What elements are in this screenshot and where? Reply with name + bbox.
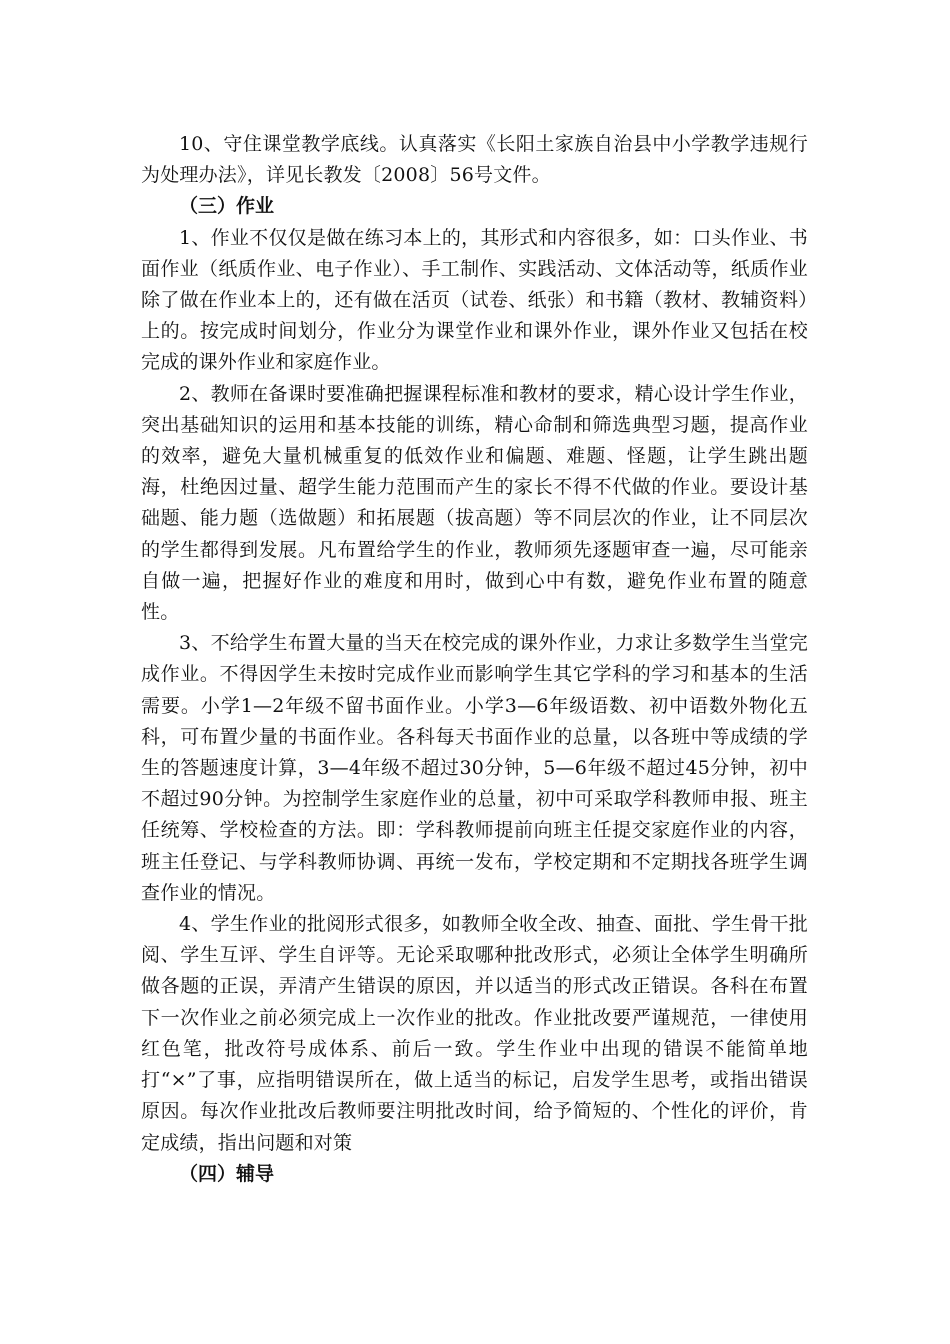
- paragraph-2-homework-design: 2、教师在备课时要准确把握课程标准和教材的要求，精心设计学生作业，突出基础知识的运用和基本技能的训练，精心命制和筛选典型习题，提高作业的效率，避免大量机械重复的低效作业和偏题、难题、怪题，让学生跳出题海，杜绝因过量、超学生能力范围而产生的家长不得不代做的作业。要设计基础题、能力题（选做题）和拓展题（拔高题）等不同层次的作业，让不同层次的学生都得到发展。凡布置给学生的作业，教师须先逐题审查一遍，尽可能亲自做一遍，把握好作业的难度和用时，做到心中有数，避免作业布置的随意性。: [141, 382, 808, 624]
- paragraph-3-homework-amount: 3、不给学生布置大量的当天在校完成的课外作业，力求让多数学生当堂完成作业。不得因学生未按时完成作业而影响学生其它学科的学习和基本的生活需要。小学1—2年级不留书面作业。小学3—6年级语数、初中语数外物化五科，可布置少量的书面作业。各科每天书面作业的总量，以各班中等成绩的学生的答题速度计算，3—4年级不超过30分钟，5—6年级不超过45分钟，初中不超过90分钟。为控制学生家庭作业的总量，初中可采取学科教师申报、班主任统筹、学校检查的方法。即：学科教师提前向班主任提交家庭作业的内容，班主任登记、与学科教师协调、再统一发布，学校定期和不定期找各班学生调查作业的情况。: [141, 632, 808, 904]
- paragraph-4-homework-grading: 4、学生作业的批阅形式很多，如教师全收全改、抽查、面批、学生骨干批阅、学生互评、学生自评等。无论采取哪种批改形式，必须让全体学生明确所做各题的正误，弄清产生错误的原因，并以适当的形式改正错误。各科在布置下一次作业之前必须完成上一次作业的批改。作业批改要严谨规范，一律使用红色笔，批改符号成体系、前后一致。学生作业中出现的错误不能简单地打“×”了事，应指明错误所在，做上适当的标记，启发学生思考，或指出错误原因。每次作业批改后教师要注明批改时间，给予简短的、个性化的评价，肯定成绩，指出问题和对策: [141, 913, 808, 1154]
- paragraph-10-teaching-baseline: 10、守住课堂教学底线。认真落实《长阳土家族自治县中小学教学违规行为处理办法》，详见长教发〔2008〕56号文件。: [141, 133, 808, 187]
- section-heading-tutoring: （四）辅导: [179, 1162, 275, 1185]
- section-heading-homework: （三）作业: [179, 195, 275, 218]
- paragraph-1-homework-forms: 1、作业不仅仅是做在练习本上的，其形式和内容很多，如：口头作业、书面作业（纸质作业、电子作业）、手工制作、实践活动、文体活动等，纸质作业除了做在作业本上的，还有做在活页（试卷、纸张）和书籍（教材、教辅资料）上的。按完成时间划分，作业分为课堂作业和课外作业，课外作业又包括在校完成的课外作业和家庭作业。: [141, 226, 808, 374]
- document-body: [141, 129, 808, 1190]
